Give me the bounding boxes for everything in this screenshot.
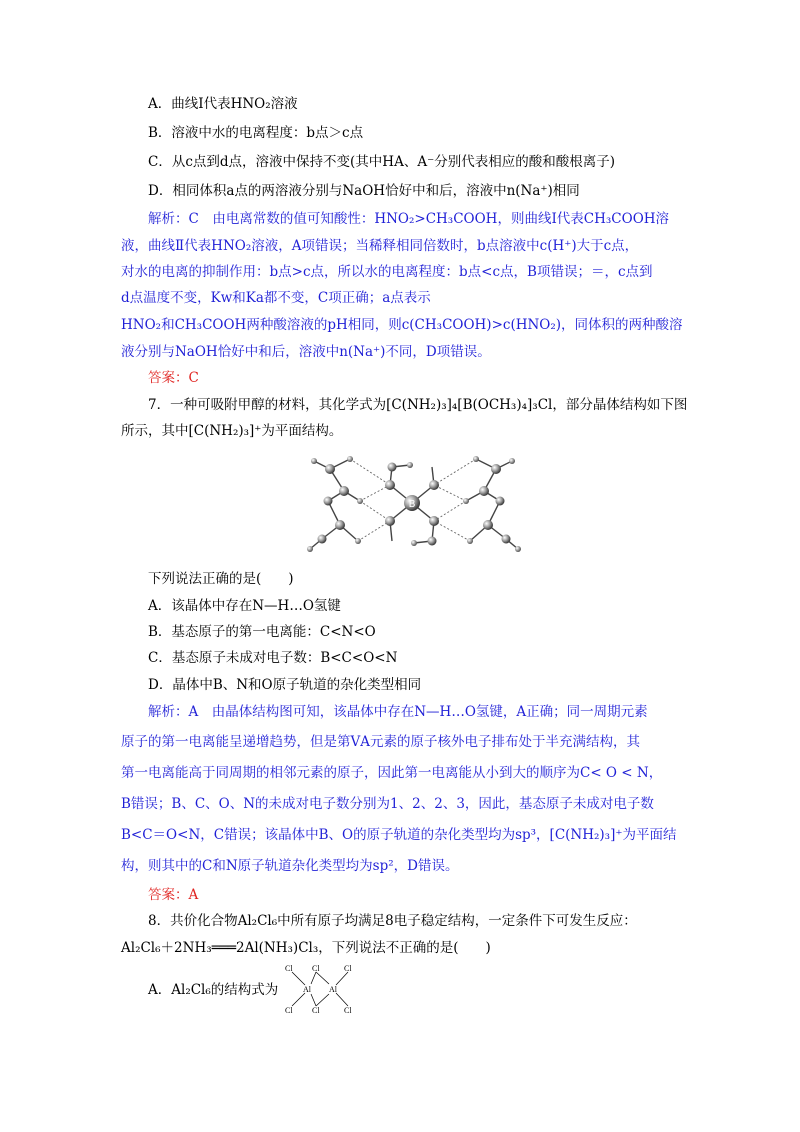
- cl-atom: Cl: [312, 964, 320, 973]
- q8-option-a: A．Al₂Cl₆的结构式为: [148, 982, 279, 998]
- cl-atom: Cl: [285, 1006, 293, 1014]
- q7-stem-line: 7．一种可吸附甲醇的材料，其化学式为[C(NH₂)₃]₄[B(OCH₃)₄]₃Cl，部分晶体结构如下图: [148, 397, 688, 413]
- cl-atom: Cl: [312, 1006, 320, 1014]
- q6-option-a: A．曲线Ⅰ代表HNO₂溶液: [148, 96, 298, 112]
- q6-analysis-line: 液，曲线Ⅱ代表HNO₂溶液，A项错误；当稀释相同倍数时，b点溶液中c(H⁺)大于c点，: [121, 238, 639, 254]
- q8-stem-line: Al₂Cl₆＋2NH₃═══2Al(NH₃)Cl₃，下列说法不正确的是( ): [121, 940, 491, 956]
- q6-analysis-line: HNO₂和CH₃COOH两种酸溶液的pH相同，则c(CH₃COOH)>c(HNO₂)，同体积的两种酸溶: [121, 317, 683, 333]
- q7-option-d: D．晶体中B、N和O原子轨道的杂化类型相同: [148, 677, 422, 693]
- q7-analysis-line: 解析：A 由晶体结构图可知，该晶体中存在N—H…O氢键，A正确；同一周期元素: [148, 704, 648, 720]
- q7-prompt: 下列说法正确的是( ): [148, 571, 294, 587]
- q7-analysis-line: B<C＝O<N，C错误；该晶体中B、O的原子轨道的杂化类型均为sp³，[C(NH₂)₃]⁺为平面结: [121, 827, 677, 843]
- q6-analysis-line: 解析：C 由电离常数的值可知酸性：HNO₂>CH₃COOH，则曲线Ⅰ代表CH₃COOH溶: [148, 211, 670, 227]
- q8-stem-line: 8．共价化合物Al₂Cl₆中所有原子均满足8电子稳定结构，一定条件下可发生反应：: [148, 913, 637, 929]
- q7-analysis-line: 第一电离能高于同周期的相邻元素的原子，因此第一电离能从小到大的顺序为C< O < N，: [121, 765, 663, 781]
- cl-atom: Cl: [285, 964, 293, 973]
- q7-answer: 答案：A: [148, 887, 199, 903]
- diagram-boron-label: B: [408, 499, 416, 510]
- al-atom: Al: [329, 985, 337, 994]
- q6-option-c: C．从c点到d点，溶液中保持不变(其中HA、A⁻分别代表相应的酸和酸根离子): [148, 154, 615, 170]
- al-atom: Al: [303, 985, 311, 994]
- q6-analysis-line: d点温度不变，Kw和Ka都不变，C项正确；a点表示: [121, 290, 431, 306]
- al2cl6-structure: [270, 962, 370, 1014]
- cl-atom: Cl: [344, 964, 352, 973]
- q7-option-c: C．基态原子未成对电子数：B<C<O<N: [148, 650, 398, 666]
- q7-analysis-line: B错误；B、C、O、N的未成对电子数分别为1、2、2、3，因此，基态原子未成对电子数: [121, 796, 654, 812]
- q7-analysis-line: 原子的第一电离能呈递增趋势，但是第ⅤA元素的原子核外电子排布处于半充满结构，其: [121, 734, 640, 750]
- q6-answer: 答案：C: [148, 370, 199, 386]
- q7-option-a: A．该晶体中存在N—H…O氢键: [148, 598, 341, 614]
- q7-analysis-line: 构，则其中的C和N原子轨道杂化类型均为sp²，D错误。: [121, 858, 459, 874]
- q6-option-d: D．相同体积a点的两溶液分别与NaOH恰好中和后，溶液中n(Na⁺)相同: [148, 183, 580, 199]
- q7-stem-line: 所示，其中[C(NH₂)₃]⁺为平面结构。: [121, 423, 343, 439]
- q6-analysis-line: 对水的电离的抑制作用：b点>c点，所以水的电离程度：b点<c点，B项错误；＝，c点到: [121, 264, 653, 280]
- crystal-structure-diagram: [300, 447, 528, 560]
- q7-option-b: B．基态原子的第一电离能：C<N<O: [148, 624, 376, 640]
- q6-analysis-line: 液分别与NaOH恰好中和后，溶液中n(Na⁺)不同，D项错误。: [121, 344, 491, 360]
- cl-atom: Cl: [344, 1006, 352, 1014]
- q6-option-b: B．溶液中水的电离程度：b点＞c点: [148, 125, 364, 141]
